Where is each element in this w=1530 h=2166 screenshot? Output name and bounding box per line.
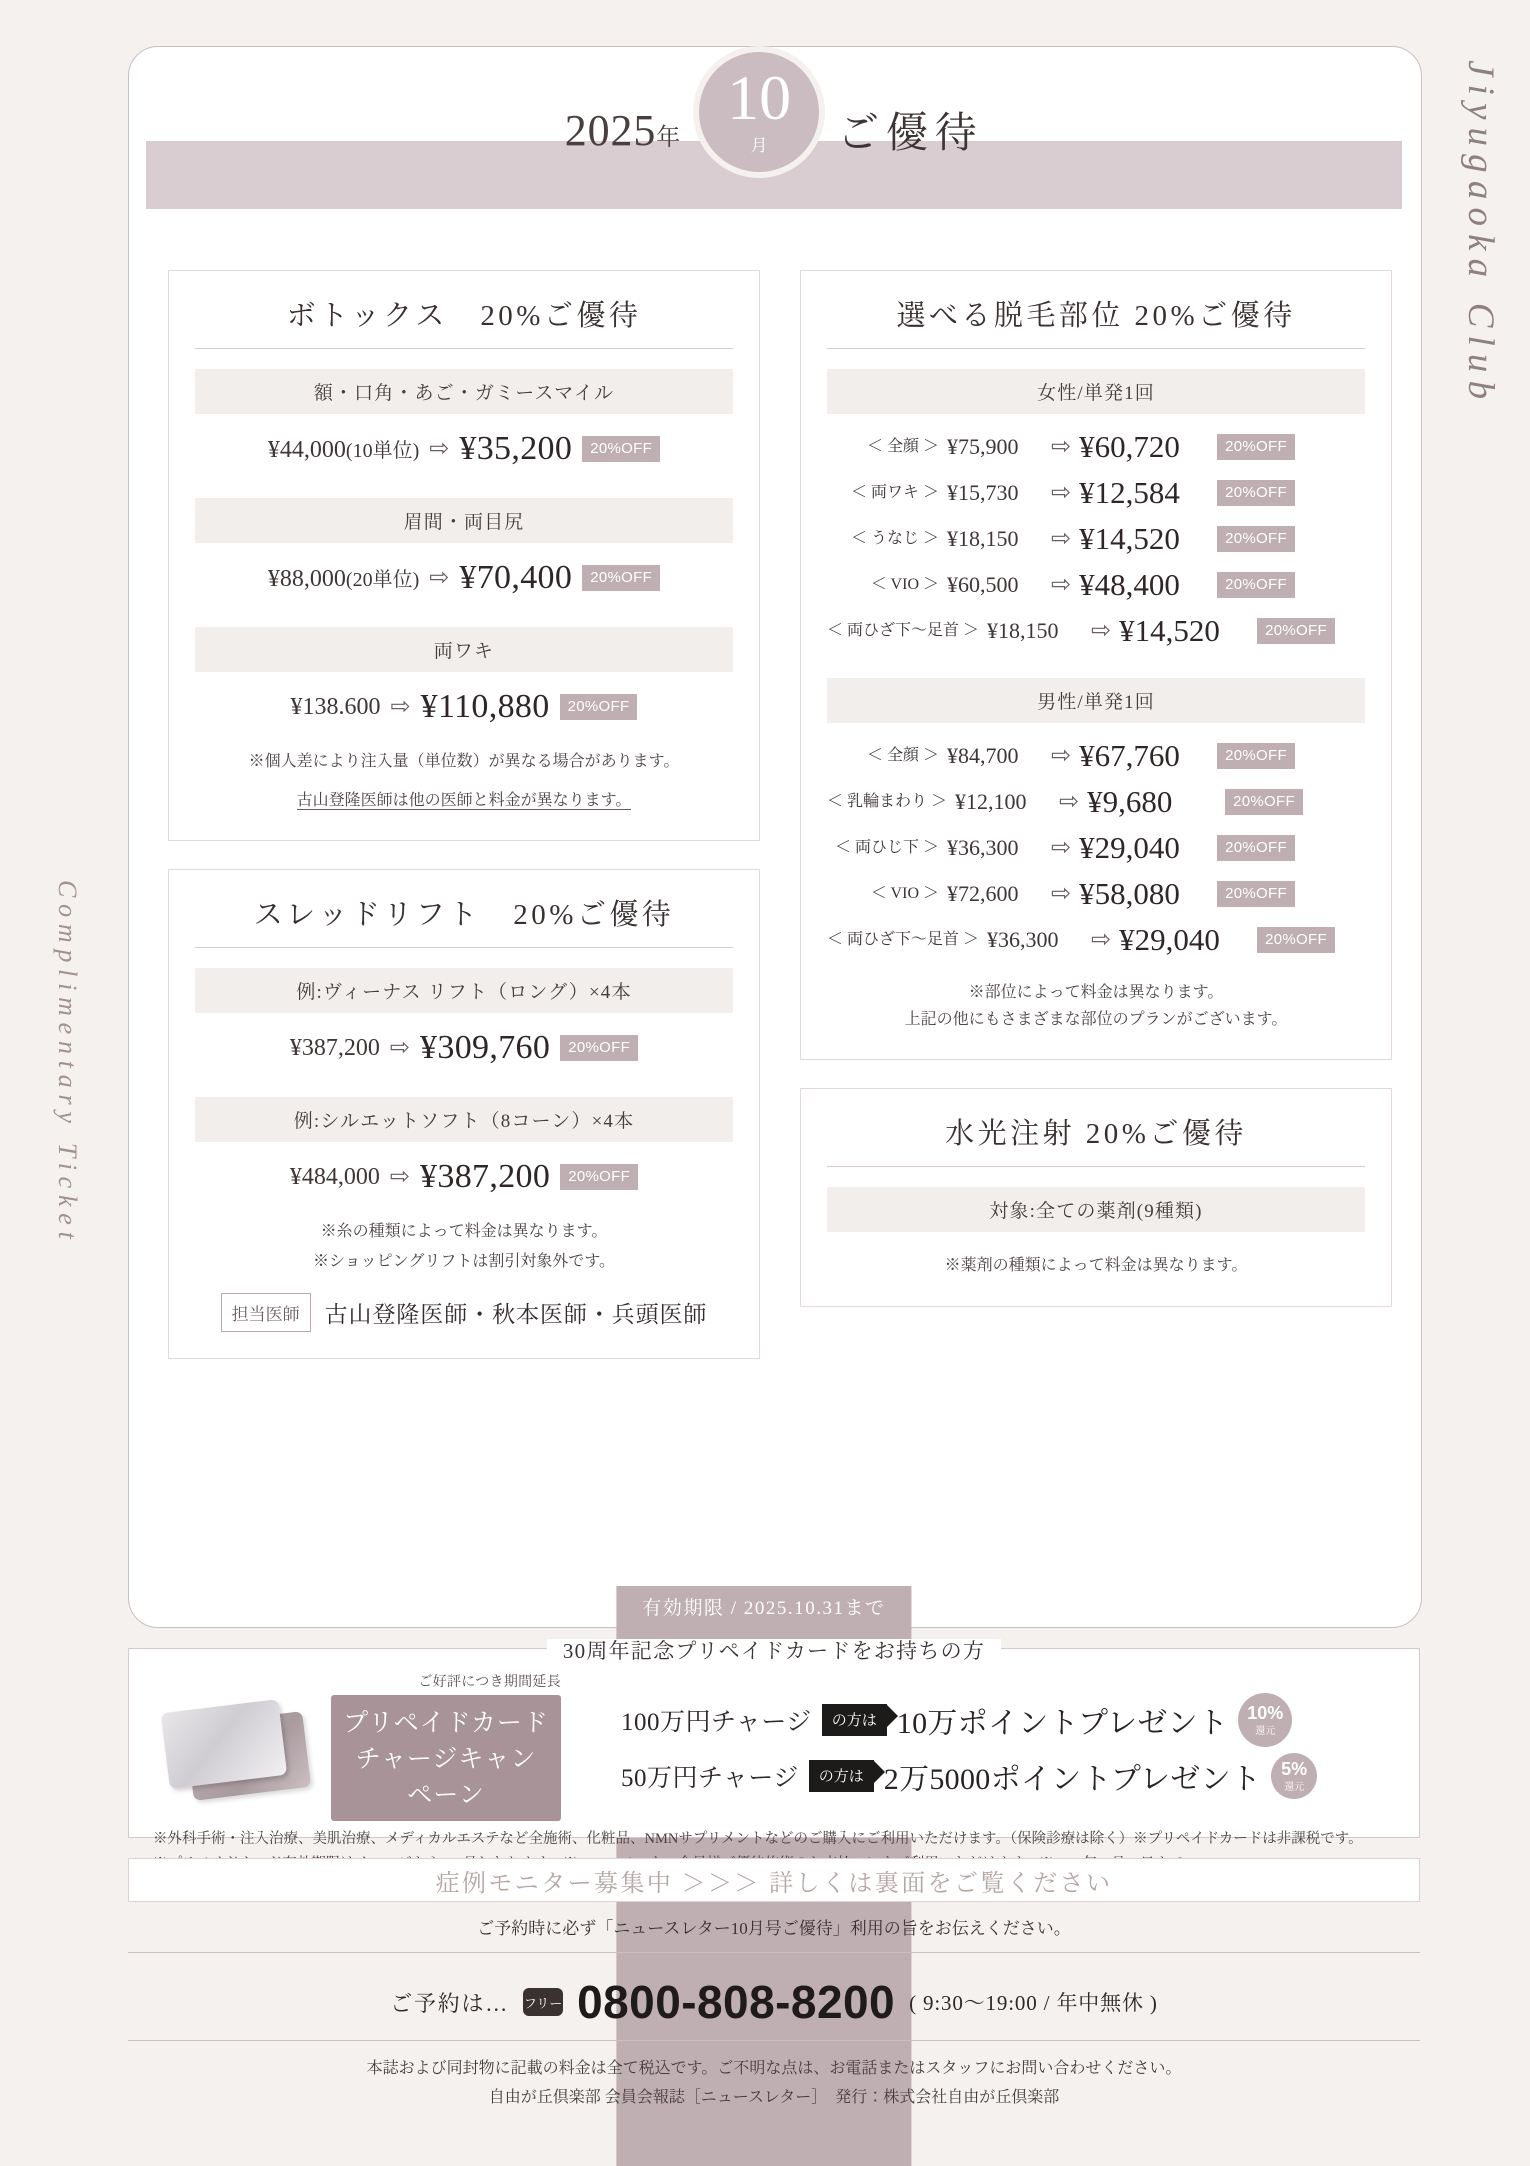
right-column: [800, 270, 1392, 1335]
hair-part: ＜ VIO ＞: [870, 576, 939, 593]
arrow-icon: ⇨: [429, 565, 450, 591]
charge-points: 2万5000ポイントプレゼント: [883, 1763, 1262, 1796]
month-number: 10: [727, 62, 792, 134]
footer: [128, 2055, 1420, 2113]
arrow-icon: ⇨: [1091, 927, 1112, 953]
hair-old: ¥60,500: [947, 572, 1019, 597]
botox-sub-3: 両ワキ: [195, 627, 733, 672]
hair-part: ＜ 全顔 ＞: [866, 438, 939, 455]
botox-note-1: ※個人差により注入量（単位数）が異なる場合があります。: [248, 753, 680, 770]
promo-brand-line2: プリペイドカード: [343, 1710, 549, 1737]
hair-new: ¥67,760: [1079, 738, 1180, 773]
rebate-badge: [1271, 1753, 1317, 1799]
hair-part: ＜ うなじ ＞: [850, 530, 939, 547]
hair-off: 20%OFF: [1217, 434, 1295, 460]
hair-new: ¥14,520: [1079, 521, 1180, 556]
arrow-icon: ⇨: [429, 436, 450, 462]
hair-row: [827, 825, 1365, 871]
hair-off: 20%OFF: [1217, 835, 1295, 861]
thread-title: スレッドリフト 20%ご優待: [195, 892, 733, 948]
hair-row: [827, 516, 1365, 562]
arrow-icon: ⇨: [1051, 480, 1072, 506]
divider-bottom: [128, 2040, 1420, 2041]
hair-row: [827, 871, 1365, 917]
doctor-tag: 担当医師: [221, 1293, 311, 1332]
hair-old: ¥36,300: [987, 927, 1059, 952]
hair-part: ＜ 両ひざ下〜足首 ＞: [827, 622, 980, 639]
hair-removal-box: [800, 270, 1392, 1060]
suiko-box: [800, 1088, 1392, 1306]
hair-row: [827, 424, 1365, 470]
hair-old: ¥75,900: [947, 434, 1019, 459]
rebate-badge-num: 5%: [1281, 1758, 1308, 1779]
thread-off-2: 20%OFF: [560, 1164, 638, 1190]
promo-brand: [331, 1671, 561, 1821]
botox-off-2: 20%OFF: [582, 565, 660, 591]
prepaid-promo: [128, 1639, 1420, 1847]
hair-note-2: 上記の他にもさまざまな部位のプランがございます。: [904, 1011, 1288, 1029]
suiko-title: 水光注射 20%ご優待: [827, 1111, 1365, 1167]
tel-number[interactable]: 0800-808-8200: [577, 1976, 896, 2028]
thread-note-1: ※糸の種類によって料金は異なります。: [320, 1223, 608, 1241]
hair-old: ¥36,300: [947, 835, 1019, 860]
thread-doctor-row: [195, 1293, 733, 1332]
hair-old: ¥84,700: [947, 743, 1019, 768]
botox-sub-1: 額・口角・あご・ガミースマイル: [195, 369, 733, 414]
brand-right-label: Jiyugaoka Club: [1460, 60, 1501, 408]
hair-old: ¥72,600: [947, 881, 1019, 906]
thread-new-2: ¥387,200: [420, 1158, 551, 1196]
hair-old: ¥18,150: [947, 526, 1019, 551]
thread-sub-1: 例:ヴィーナス リフト（ロング）×4本: [195, 968, 733, 1013]
thread-price-row-2: [195, 1152, 733, 1206]
hair-new: ¥12,584: [1079, 475, 1180, 510]
hair-row: [827, 733, 1365, 779]
prepaid-card-icon: [155, 1692, 355, 1800]
promo-brand-line1: ご好評につき期間延長: [418, 1675, 561, 1690]
hair-new: ¥58,080: [1079, 876, 1180, 911]
hair-off: 20%OFF: [1257, 927, 1335, 953]
charge-tag: の方は: [822, 1704, 887, 1736]
header-year-value: 2025: [564, 105, 657, 155]
hair-off: 20%OFF: [1225, 789, 1303, 815]
botox-price-row-3: [195, 682, 733, 736]
arrow-icon: ⇨: [390, 694, 411, 720]
header: [128, 62, 1420, 172]
botox-note-2: 古山登隆医師は他の医師と料金が異なります。: [296, 792, 632, 810]
divider-top: [128, 1952, 1420, 1953]
hair-new: ¥60,720: [1079, 429, 1180, 464]
month-label: 月: [750, 135, 768, 155]
arrow-icon: ⇨: [389, 1164, 411, 1191]
thread-new-1: ¥309,760: [420, 1029, 551, 1067]
hair-row: [827, 779, 1365, 825]
hair-part: ＜ 両ワキ ＞: [850, 484, 939, 501]
hair-old: ¥18,150: [987, 618, 1059, 643]
thread-note-2: ※ショッピングリフトは割引対象外です。: [312, 1252, 616, 1270]
hair-old: ¥15,730: [947, 480, 1019, 505]
botox-sub-2: 眉間・両目尻: [195, 498, 733, 543]
freedial-icon: フリー: [523, 1988, 563, 2016]
botox-box: [168, 270, 760, 841]
hair-row: [827, 917, 1365, 963]
hair-new: ¥29,040: [1119, 922, 1220, 957]
suiko-sub: 対象:全ての薬剤(9種類): [827, 1187, 1365, 1232]
botox-price-row-2: [195, 553, 733, 607]
reserve-note: ご予約時に必ず「ニュースレター10月号ご優待」利用の旨をお伝えください。: [477, 1919, 1071, 1938]
hair-off: 20%OFF: [1217, 572, 1295, 598]
charge-amount: 50万円チャージ: [621, 1765, 799, 1792]
hair-part: ＜ 乳輪まわり ＞: [827, 793, 948, 810]
promo-body: [129, 1665, 1419, 1821]
brand-left-label: Complimentary Ticket: [53, 880, 82, 1246]
charge-points: 10万ポイントプレゼント: [896, 1707, 1229, 1740]
hair-row: [827, 562, 1365, 608]
hair-part: ＜ 両ひざ下〜足首 ＞: [827, 931, 980, 948]
telephone-row: [128, 1966, 1420, 2038]
promo-brand-ribbon: [331, 1695, 561, 1821]
hair-male-label: 男性/単発1回: [827, 678, 1365, 723]
suiko-note: ※薬剤の種類によって料金は異なります。: [944, 1257, 1248, 1275]
promo-headline: 30周年記念プリペイドカードをお持ちの方: [129, 1635, 1419, 1665]
hair-new: ¥48,400: [1079, 567, 1180, 602]
hair-off: 20%OFF: [1217, 526, 1295, 552]
rebate-badge-num: 10%: [1247, 1702, 1284, 1723]
header-year: [565, 105, 681, 156]
hair-female-label: 女性/単発1回: [827, 369, 1365, 414]
month-circle: [699, 52, 819, 172]
hair-part: ＜ VIO ＞: [870, 885, 939, 902]
arrow-icon: ⇨: [1051, 835, 1072, 861]
hair-new: ¥29,040: [1079, 830, 1180, 865]
charge-tag: の方は: [809, 1760, 874, 1792]
doctor-names: 古山登隆医師・秋本医師・兵頭医師: [324, 1301, 708, 1327]
charge-row: [621, 1750, 1393, 1802]
botox-price-row-1: [195, 424, 733, 478]
monitor-banner[interactable]: 症例モニター募集中 ＞＞＞ 詳しくは裏面をご覧ください: [128, 1858, 1420, 1902]
hair-title: 選べる脱毛部位 20%ご優待: [827, 293, 1365, 349]
promo-footnote-1: ※外科手術・注入治療、美肌治療、メディカルエステなど全施術、化粧品、NMNサプリメントなどのご購入にご利用いただけます。（保険診療は除く）※プリペイドカードは非課税です。: [153, 1831, 1363, 1847]
hair-part: ＜ 全顔 ＞: [866, 747, 939, 764]
promo-charge-list: [621, 1690, 1393, 1802]
arrow-icon: ⇨: [1091, 618, 1112, 644]
botox-new-1: ¥35,200: [459, 430, 573, 467]
arrow-icon: ⇨: [1059, 789, 1080, 815]
hair-row: [827, 608, 1365, 654]
botox-new-2: ¥70,400: [459, 559, 573, 596]
tel-label: ご予約は…: [390, 1990, 510, 2016]
hair-off: 20%OFF: [1217, 480, 1295, 506]
arrow-icon: ⇨: [1051, 881, 1072, 907]
botox-old-1: ¥44,000(10単位): [267, 437, 420, 463]
left-column: [168, 270, 760, 1387]
tel-hours: ( 9:30〜19:00 / 年中無休 ): [909, 1991, 1158, 2015]
thread-old-2: ¥484,000: [289, 1163, 380, 1190]
footer-line-2: 自由が丘倶楽部 会員会報誌［ニュースレター］ 発行：株式会社自由が丘倶楽部: [488, 2088, 1060, 2106]
botox-title: ボトックス 20%ご優待: [195, 293, 733, 349]
rebate-badge-sub: 還元: [1284, 1781, 1305, 1793]
rebate-badge: [1238, 1693, 1292, 1747]
botox-off-3: 20%OFF: [560, 694, 638, 720]
hair-part: ＜ 両ひじ下 ＞: [834, 839, 939, 856]
arrow-icon: ⇨: [389, 1035, 411, 1062]
botox-new-3: ¥110,880: [420, 688, 550, 725]
promo-brand-line3: チャージキャンペーン: [355, 1746, 537, 1809]
page-title: ご優待: [837, 111, 984, 157]
arrow-icon: ⇨: [1051, 434, 1072, 460]
hair-note-1: ※部位によって料金は異なります。: [968, 984, 1224, 1001]
footer-line-1: 本誌および同封物に記載の料金は全て税込です。ご不明な点は、お電話またはスタッフにお問い合わせください。: [366, 2060, 1182, 2077]
hair-off: 20%OFF: [1217, 881, 1295, 907]
thread-off-1: 20%OFF: [560, 1035, 638, 1061]
thread-sub-2: 例:シルエットソフト（8コーン）×4本: [195, 1097, 733, 1142]
botox-old-3: ¥138.600: [290, 693, 381, 720]
charge-row: [621, 1690, 1393, 1750]
expiry-badge: 有効期限 / 2025.10.31まで: [616, 1586, 911, 2166]
arrow-icon: ⇨: [1051, 743, 1072, 769]
hair-new: ¥9,680: [1087, 784, 1173, 819]
hair-off: 20%OFF: [1257, 618, 1335, 644]
header-year-suffix: 年: [656, 124, 682, 151]
charge-amount: 100万円チャージ: [621, 1709, 812, 1736]
arrow-icon: ⇨: [1051, 526, 1072, 552]
thread-price-row-1: [195, 1023, 733, 1077]
rebate-badge-sub: 還元: [1255, 1725, 1276, 1737]
botox-old-2: ¥88,000(20単位): [267, 566, 420, 592]
botox-off-1: 20%OFF: [582, 436, 660, 462]
arrow-icon: ⇨: [1051, 572, 1072, 598]
hair-new: ¥14,520: [1119, 613, 1220, 648]
thread-old-1: ¥387,200: [289, 1034, 380, 1061]
hair-row: [827, 470, 1365, 516]
thread-box: [168, 869, 760, 1358]
hair-off: 20%OFF: [1217, 743, 1295, 769]
hair-old: ¥12,100: [955, 789, 1027, 814]
